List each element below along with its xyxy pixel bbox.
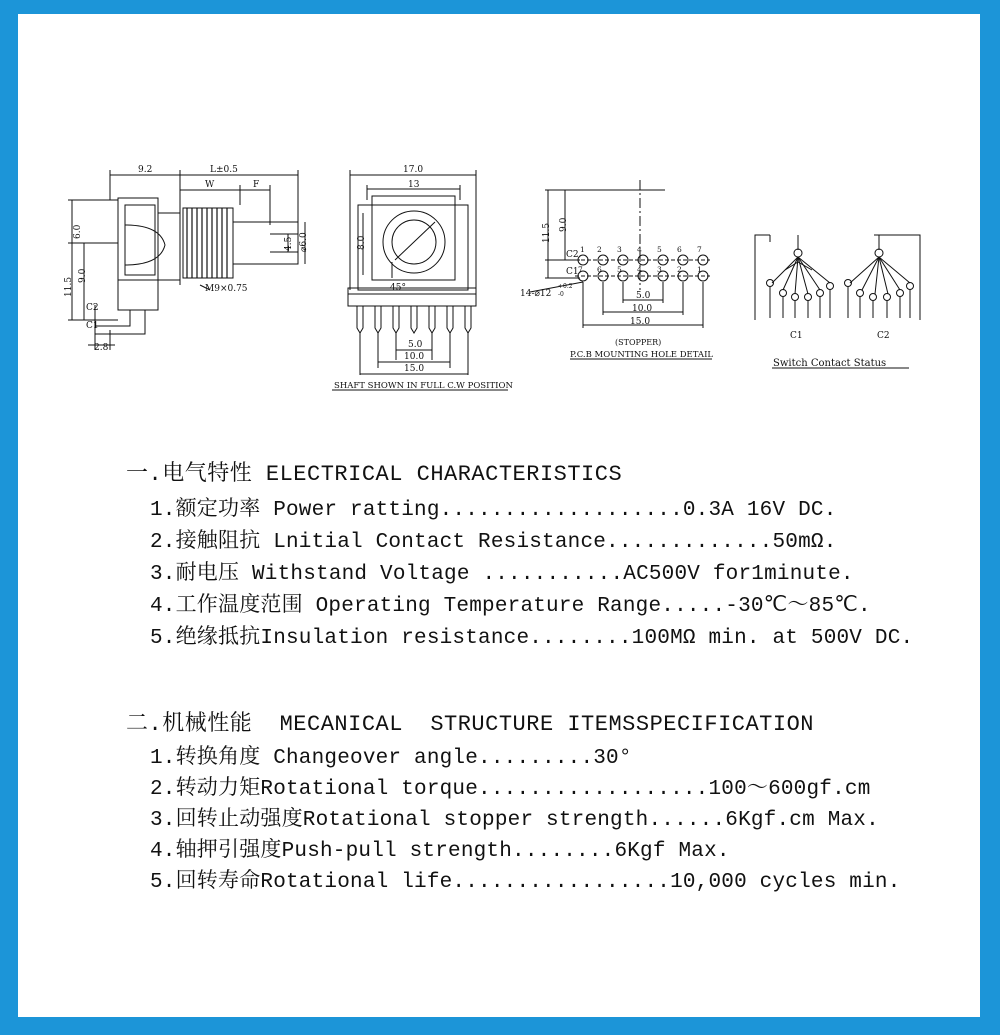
dim-pcb-tol-minus: -0 — [558, 291, 564, 298]
section-title-electrical: 一.电气特性 ELECTRICAL CHARACTERISTICS — [126, 462, 623, 487]
spec-item: 2.接触阻抗 Lnitial Contact Resistance.............50mΩ. — [150, 531, 837, 554]
spec-item: 3.回转止动强度Rotational stopper strength......6Kgf.cm Max. — [150, 809, 879, 832]
dim-left-dia6: ⌀6.0 — [299, 232, 309, 252]
dim-left-f: F — [253, 180, 260, 190]
pin-bottom-5: 5 — [617, 265, 622, 274]
pin-top-5: 5 — [657, 245, 662, 254]
switch-caption: Switch Contact Status — [773, 358, 887, 369]
dim-left-11-5: 11.5 — [64, 276, 74, 297]
spec-item: 2.转动力矩Rotational torque..................100～600gf.cm — [150, 778, 871, 801]
dim-left-4-5: 4.5 — [284, 236, 294, 251]
dim-left-9-0: 9.0 — [78, 268, 88, 283]
pin-top-4: 4 — [637, 245, 642, 254]
dim-pcb-c1: C1 — [566, 267, 579, 277]
dim-left-w: W — [205, 180, 215, 190]
switch-c1: C1 — [790, 331, 803, 341]
dim-pcb-5: 5.0 — [636, 291, 651, 301]
dim-pcb-holes: 14-⌀12 — [520, 289, 552, 299]
dim-left-l: L±0.5 — [210, 165, 238, 175]
dim-front-8: 8.0 — [357, 235, 367, 250]
section-title-mechanical: 二.机械性能 MECANICAL STRUCTURE ITEMSSPECIFICATION — [126, 712, 814, 737]
dim-pcb-15: 15.0 — [630, 317, 651, 327]
spec-item: 4.工作温度范围 Operating Temperature Range.....-30℃～85℃. — [150, 595, 871, 618]
left-view — [68, 170, 305, 350]
spec-item: 4.轴押引强度Push-pull strength........6Kgf Max. — [150, 840, 730, 863]
dim-front-15: 15.0 — [404, 364, 425, 374]
dim-left-thread: M9×0.75 — [205, 284, 248, 294]
dim-front-5: 5.0 — [408, 340, 423, 350]
dim-left-c2: C2 — [86, 303, 99, 313]
spec-item: 1.额定功率 Power ratting...................0.3A 16V DC. — [150, 499, 837, 522]
pin-bottom-6: 6 — [597, 265, 602, 274]
dim-pcb-10: 10.0 — [632, 304, 653, 314]
switch-view — [755, 235, 920, 368]
spec-item: 1.转换角度 Changeover angle.........30° — [150, 747, 632, 770]
dim-front-45: 45° — [390, 283, 406, 293]
pin-bottom-3: 3 — [657, 265, 662, 274]
pin-top-6: 6 — [677, 245, 682, 254]
pin-bottom-2: 2 — [677, 265, 682, 274]
pin-top-7: 7 — [697, 245, 702, 254]
dim-pcb-11-5: 11.5 — [542, 222, 552, 243]
spec-item: 5.回转寿命Rotational life.................10,000 cycles min. — [150, 871, 901, 894]
spec-item: 5.绝缘抵抗Insulation resistance........100MΩ min. at 500V DC. — [150, 627, 914, 650]
pcb-stopper: (STOPPER) — [615, 338, 662, 347]
pin-bottom-4: 4 — [637, 265, 642, 274]
dim-front-10: 10.0 — [404, 352, 425, 362]
pcb-caption: P.C.B MOUNTING HOLE DETAIL — [570, 350, 714, 360]
dim-left-2-8: 2.8 — [94, 343, 109, 353]
dim-front-13: 13 — [408, 180, 420, 190]
pin-bottom-1: 1 — [697, 265, 702, 274]
pin-top-1: 1 — [580, 245, 585, 254]
spec-item: 3.耐电压 Withstand Voltage ...........AC500V for1minute. — [150, 563, 854, 586]
dim-front-17: 17.0 — [403, 165, 424, 175]
dim-pcb-c2: C2 — [566, 250, 579, 260]
front-caption: SHAFT SHOWN IN FULL C.W POSITION — [334, 381, 513, 391]
dim-left-c1: C1 — [86, 321, 99, 331]
dim-left-9-2: 9.2 — [138, 165, 153, 175]
dim-left-6-0: 6.0 — [73, 224, 83, 239]
dim-pcb-9: 9.0 — [559, 217, 569, 232]
pin-top-2: 2 — [597, 245, 602, 254]
switch-c2: C2 — [877, 331, 890, 341]
pin-bottom-7: 7 — [578, 265, 583, 274]
dim-pcb-tol-plus: +0.2 — [558, 283, 573, 290]
pin-top-3: 3 — [617, 245, 622, 254]
